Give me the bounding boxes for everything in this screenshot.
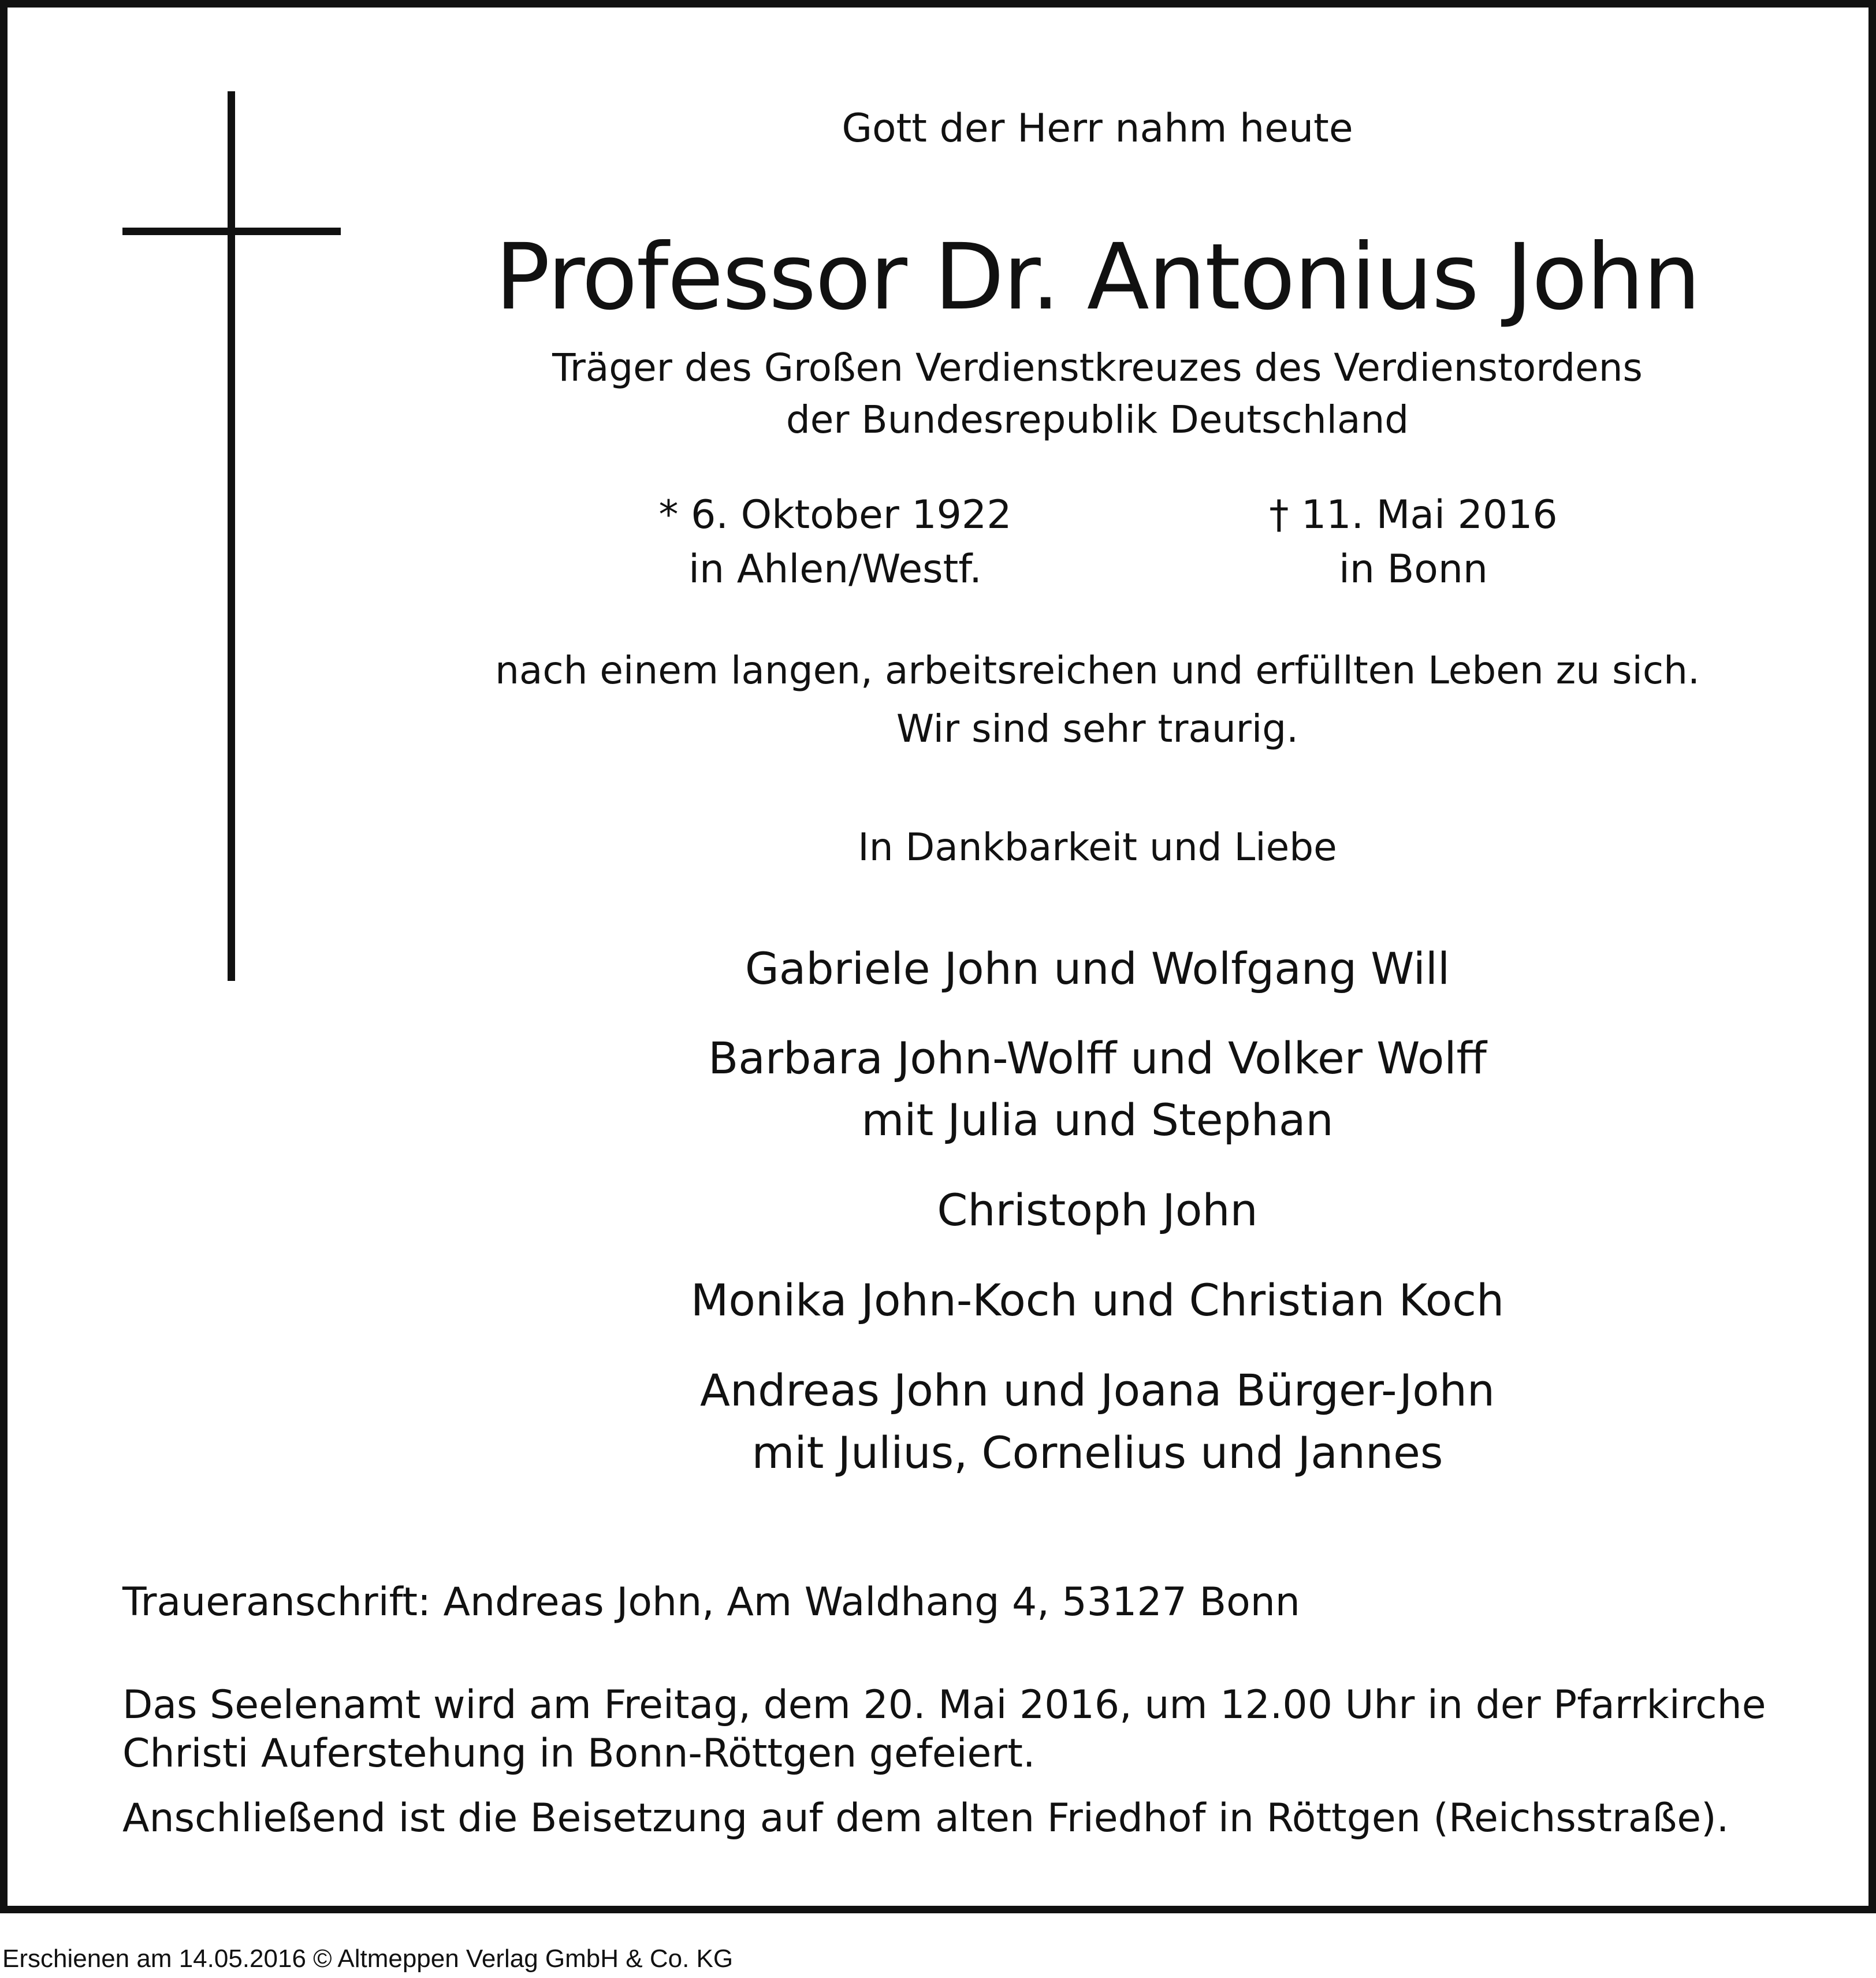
birth-place: in Ahlen/Westf. [688, 546, 982, 592]
mourning-address: Traueranschrift: Andreas John, Am Waldhang 4, 53127 Bonn [122, 1579, 1300, 1625]
death-date: † 11. Mai 2016 [1269, 492, 1558, 538]
birth-info [659, 488, 1012, 597]
family-line-2: Barbara John-Wolff und Volker Wolff [708, 1032, 1487, 1084]
family-line-1: Gabriele John und Wolfgang Will [745, 943, 1450, 994]
birth-date: * 6. Oktober 1922 [658, 492, 1012, 538]
death-place: in Bonn [1338, 546, 1488, 592]
cross-horizontal-bar [122, 228, 341, 235]
family-line-3: mit Julia und Stephan [861, 1094, 1334, 1146]
family-line-4: Christoph John [937, 1184, 1258, 1236]
family-line-5: Monika John-Koch und Christian Koch [690, 1274, 1505, 1326]
family-line-7: mit Julius, Cornelius und Jannes [751, 1427, 1443, 1478]
publication-footer: Erschienen am 14.05.2016 © Altmeppen Verlag GmbH & Co. KG [2, 1944, 734, 1973]
service-line-3: Anschließend ist die Beisetzung auf dem alten Friedhof in Röttgen (Reichsstraße). [122, 1795, 1729, 1841]
service-line-1: Das Seelenamt wird am Freitag, dem 20. Mai 2016, um 12.00 Uhr in der Pfarrkirche [122, 1682, 1766, 1728]
death-info [1269, 488, 1557, 597]
cross-vertical-bar [228, 91, 235, 981]
message-line-2: Wir sind sehr traurig. [896, 707, 1299, 751]
honor-line-1: Träger des Großen Verdienstkreuzes des Verdienstordens [552, 345, 1643, 390]
family-line-6: Andreas John und Joana Bürger-John [699, 1364, 1495, 1416]
gratitude-text: In Dankbarkeit und Liebe [858, 825, 1337, 869]
message-line-1: nach einem langen, arbeitsreichen und erfüllten Leben zu sich. [495, 648, 1700, 693]
service-line-2: Christi Auferstehung in Bonn-Röttgen gefeiert. [122, 1731, 1036, 1776]
intro-text: Gott der Herr nahm heute [842, 106, 1353, 151]
honor-line-2: der Bundesrepublik Deutschland [786, 397, 1409, 442]
deceased-name: Professor Dr. Antonius John [495, 224, 1700, 330]
